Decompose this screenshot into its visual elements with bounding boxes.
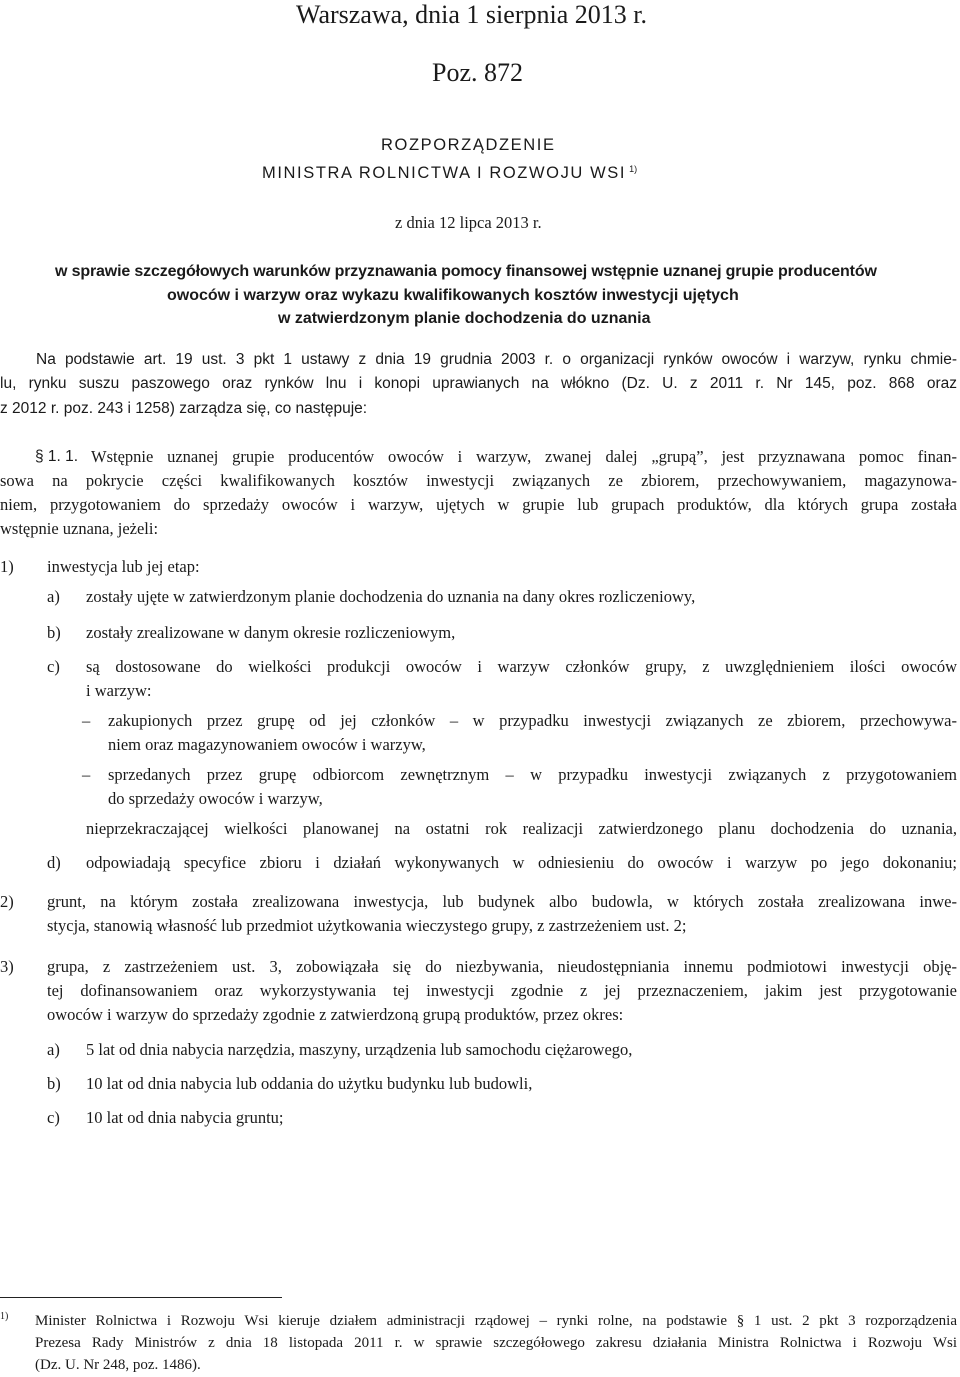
dash-marker: –: [82, 765, 91, 784]
subpoint-tail: nieprzekraczającej wielkości planowanej na ostatni rok realizacji zatwierdzonego planu dochodzenia do uznania,: [86, 819, 957, 838]
point-text: grunt, na którym została zrealizowana inwestycja, lub budynek albo budowla, w których została zrealizowana inwe-: [47, 892, 957, 911]
point-number: 3): [0, 957, 14, 976]
preamble-line: z 2012 r. poz. 243 i 1258) zarządza się, co następuje:: [0, 400, 368, 417]
dash-item-text: sprzedanych przez grupę odbiorcom zewnętrznym – w przypadku inwestycji związanych z przygotowaniem: [108, 765, 957, 784]
act-issuer: [262, 162, 637, 184]
section-number: § 1. 1.: [35, 448, 79, 465]
subpoint-text: 5 lat od dnia nabycia narzędzia, maszyny, urządzenia lub samochodu ciężarowego,: [86, 1040, 633, 1059]
subpoint-text: zostały zrealizowane w danym okresie rozliczeniowym,: [86, 623, 456, 642]
act-issuer-text: MINISTRA ROLNICTWA I ROZWOJU WSI: [262, 164, 627, 182]
dash-item-text: niem oraz magazynowaniem owoców i warzyw,: [108, 735, 426, 754]
preamble-line: Na podstawie art. 19 ust. 3 pkt 1 ustawy z dnia 19 grudnia 2003 r. o organizacji rynków owoców i warzyw, rynku chmie-: [36, 351, 957, 368]
subpoint-letter: d): [47, 853, 61, 872]
footnote-line: Prezesa Rady Ministrów z dnia 18 listopada 2011 r. w sprawie szczegółowego zakresu działania Ministra Rolnictwa i Rozwoju Wsi: [35, 1335, 957, 1351]
place-date: Warszawa, dnia 1 sierpnia 2013 r.: [296, 0, 647, 29]
preamble-line: lu, rynku suszu paszowego oraz rynków lnu i konopi uprawianych na włókno (Dz. U. z 2011 r. Nr 145, poz. 868 oraz: [0, 375, 957, 392]
subpoint-text: zostały ujęte w zatwierdzonym planie dochodzenia do uznania na dany okres rozliczeniowy,: [86, 587, 696, 606]
subject-line: w sprawie szczegółowych warunków przyznawania pomocy finansowej wstępnie uznanej grupie producentów: [55, 263, 877, 280]
subpoint-text: odpowiadają specyfice zbioru i działań wykonywanych w odniesieniu do owoców i warzyw po jego dokonaniu;: [86, 853, 957, 872]
issuer-footnote-ref: 1): [629, 163, 638, 174]
point-text: owoców i warzyw do sprzedaży zgodnie z zatwierdzoną grupą produktów, przez okres:: [47, 1005, 624, 1024]
act-date: z dnia 12 lipca 2013 r.: [395, 213, 542, 232]
footnote-separator: [0, 1297, 282, 1298]
subpoint-letter: c): [47, 657, 60, 676]
point-text: stycja, stanowią własność lub przedmiot użytkowania wieczystego grupy, z zastrzeżeniem ust. 2;: [47, 916, 687, 935]
point-number: 2): [0, 892, 14, 911]
subpoint-letter: a): [47, 1040, 60, 1059]
subpoint-letter: a): [47, 587, 60, 606]
paragraph-line: sowa na pokrycie części kwalifikowanych kosztów inwestycji związanych ze zbiorem, przechowywaniem, magazynowa-: [0, 471, 957, 490]
dash-marker: –: [82, 711, 91, 730]
footnote-line: Minister Rolnictwa i Rozwoju Wsi kieruje działem administracji rządowej – rynki rolne, na podstawie § 1 ust. 2 pkt 3 rozporządzenia: [35, 1313, 957, 1329]
paragraph-line: wstępnie uznana, jeżeli:: [0, 519, 159, 538]
subject-line: owoców i warzyw oraz wykazu kwalifikowanych kosztów inwestycji ujętych: [167, 287, 739, 304]
position-number: Poz. 872: [432, 58, 523, 87]
subpoint-text: 10 lat od dnia nabycia gruntu;: [86, 1108, 284, 1127]
dash-item-text: do sprzedaży owoców i warzyw,: [108, 789, 323, 808]
paragraph-line: niem, przygotowaniem do sprzedaży owoców i warzyw, ujętych w grupie lub grupach produktów, dla których grupa została: [0, 495, 957, 514]
paragraph-line: Wstępnie uznanej grupie producentów owoców i warzyw, zwanej dalej „grupą”, jest przyznawana pomoc finan-: [91, 447, 957, 466]
dash-item-text: zakupionych przez grupę od jej członków – w przypadku inwestycji związanych ze zbiorem, przechowywa-: [108, 711, 957, 730]
point-text: inwestycja lub jej etap:: [47, 557, 200, 576]
subpoint-letter: c): [47, 1108, 60, 1127]
act-kind: ROZPORZĄDZENIE: [381, 136, 556, 154]
subpoint-text: 10 lat od dnia nabycia lub oddania do użytku budynku lub budowli,: [86, 1074, 533, 1093]
subpoint-text: i warzyw:: [86, 681, 152, 700]
point-text: tej dofinansowaniem oraz wykorzystywania tej inwestycji zgodnie z jej przeznaczeniem, jakim jest przygotowanie: [47, 981, 957, 1000]
subpoint-letter: b): [47, 623, 61, 642]
subject-line: w zatwierdzonym planie dochodzenia do uznania: [278, 310, 651, 327]
subpoint-letter: b): [47, 1074, 61, 1093]
footnote-line: (Dz. U. Nr 248, poz. 1486).: [35, 1357, 201, 1373]
footnote-mark: 1): [0, 1311, 9, 1322]
point-text: grupa, z zastrzeżeniem ust. 3, zobowiązała się do niezbywania, nieudostępniania innemu podmiotowi inwestycji obję-: [47, 957, 957, 976]
point-number: 1): [0, 557, 14, 576]
subpoint-text: są dostosowane do wielkości produkcji owoców i warzyw członków grupy, z uwzględnieniem ilości owoców: [86, 657, 957, 676]
